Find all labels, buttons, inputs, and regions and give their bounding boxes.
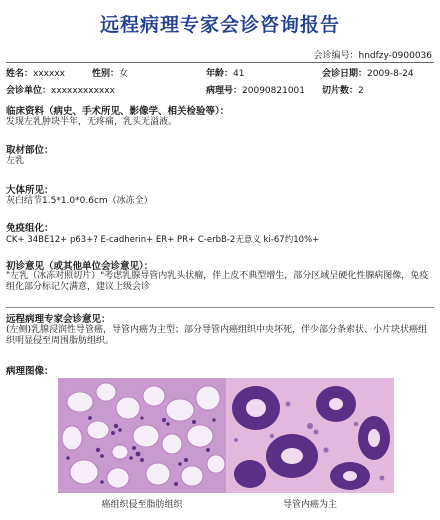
age-label: 年龄： bbox=[206, 69, 234, 79]
site-heading: 取材部位： bbox=[6, 145, 54, 156]
name-label: 姓名： bbox=[6, 69, 34, 79]
slides-label: 切片数： bbox=[322, 86, 359, 96]
clinical-text: 发现左乳肿块半年，无疼痛，乳头无溢液。 bbox=[6, 117, 178, 127]
unit-label: 会诊单位： bbox=[6, 86, 52, 96]
gender-label: 性别： bbox=[92, 69, 120, 79]
consult-number-label: 会诊编号： bbox=[313, 51, 359, 61]
gender-field bbox=[92, 67, 128, 81]
unit-field bbox=[6, 84, 115, 98]
name-value: xxxxxx bbox=[33, 69, 65, 79]
ihc-text: CK+ 34BE12+ p63+? E-cadherin+ ER+ PR+ C-erbB-2无意义 ki-67约10%+ bbox=[6, 235, 320, 245]
gross-heading: 大体所见： bbox=[6, 185, 54, 196]
name-field bbox=[6, 67, 65, 81]
initial-heading: 初诊意见（或其他单位会诊意见）： bbox=[6, 261, 154, 272]
histology-fat-infiltration-image bbox=[58, 378, 226, 493]
pathology-image-left bbox=[58, 378, 226, 493]
consult-number bbox=[313, 48, 432, 61]
gross-text: 灰白结节1.5*1.0*0.6cm（冰冻全） bbox=[6, 196, 153, 206]
consult-number-value: hndfzy-0900036 bbox=[358, 51, 432, 61]
report-title: 远程病理专家会诊咨询报告 bbox=[99, 14, 340, 36]
age-field bbox=[206, 67, 244, 81]
divider-top bbox=[6, 62, 434, 63]
pathology-image-right bbox=[226, 378, 394, 493]
caption-right: 导管内癌为主 bbox=[282, 500, 337, 510]
slides-field bbox=[322, 84, 364, 98]
slides-value: 2 bbox=[358, 86, 364, 96]
unit-value: xxxxxxxxxxxx bbox=[51, 86, 115, 96]
pathno-value: 20090821001 bbox=[242, 86, 306, 96]
date-value: 2009-8-24 bbox=[367, 69, 414, 79]
pathno-label: 病理号： bbox=[206, 86, 243, 96]
site-text: 左乳 bbox=[6, 156, 25, 166]
initial-text: "左乳（冰冻对照切片）"考虑乳腺导管内乳头状瘤，伴上皮不典型增生，部分区域呈硬化性腺病图像，免疫组化部分标记欠满意，建议上级会诊 bbox=[6, 271, 429, 292]
clinical-heading: 临床资料（病史、手术所见、影像学、相关检验等）： bbox=[6, 106, 230, 117]
ihc-heading: 免疫组化： bbox=[6, 223, 54, 234]
histology-intraductal-carcinoma-image bbox=[226, 378, 394, 493]
patient-info-row bbox=[6, 67, 434, 81]
expert-heading: 远程病理专家会诊意见： bbox=[6, 314, 111, 325]
images-heading: 病理图像： bbox=[6, 366, 54, 377]
expert-text: (左侧)乳腺浸润性导管癌，导管内癌为主型；部分导管内癌组织中央坏死，伴少部分条索状、小片块状癌组织明显侵至周围脂肪组织。 bbox=[6, 325, 428, 346]
divider-expert bbox=[6, 307, 434, 308]
gender-value: 女 bbox=[119, 69, 129, 79]
pathno-field bbox=[206, 84, 305, 98]
age-value: 41 bbox=[233, 69, 245, 79]
unit-info-row bbox=[6, 84, 434, 98]
date-label: 会诊日期： bbox=[322, 69, 368, 79]
date-field bbox=[322, 67, 414, 81]
caption-left: 癌组织侵至脂肪组织 bbox=[101, 500, 183, 510]
